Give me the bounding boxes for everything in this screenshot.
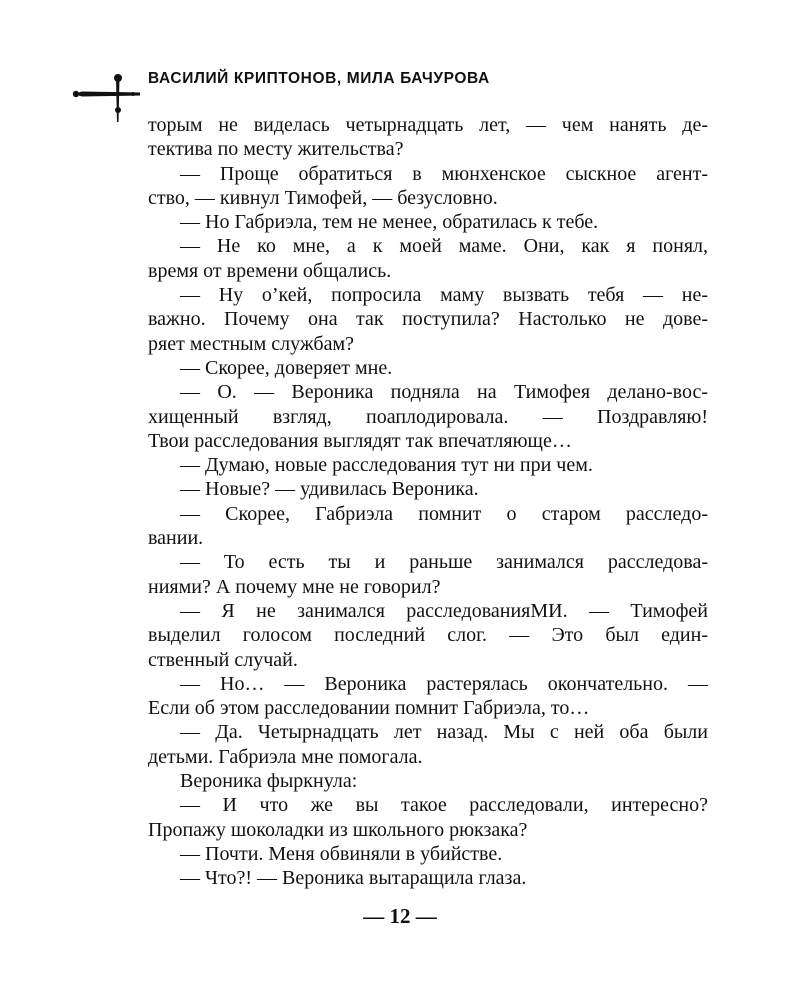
text-line: — Да. Четырнадцать лет назад. Мы с ней оба были: [180, 721, 708, 744]
text-line: — Что?! — Вероника вытаращила глаза.: [180, 867, 527, 890]
text-line: детьми. Габриэла мне помогала.: [148, 745, 423, 768]
text-line: время от времени общались.: [148, 259, 392, 282]
text-line: хищенный взгляд, поаплодировала. — Поздравляю!: [148, 405, 708, 428]
text-line: — Новые? — удивилась Вероника.: [180, 478, 479, 501]
text-line: — Я не занимался расследованияМИ. — Тимофей: [180, 599, 708, 622]
text-line: — Но Габриэла, тем не менее, обратилась к тебе.: [180, 211, 599, 234]
text-line: вании.: [148, 527, 204, 550]
text-line: Если об этом расследовании помнит Габриэла, то…: [148, 697, 590, 720]
text-line: — Думаю, новые расследования тут ни при чем.: [180, 454, 593, 477]
text-line: ственный случай.: [148, 648, 298, 671]
text-line: — Скорее, Габриэла помнит о старом расследо-: [180, 502, 708, 525]
header-cross-ornament: [0, 0, 800, 130]
text-line: — Не ко мне, а к моей маме. Они, как я понял,: [180, 235, 708, 258]
text-line: торым не виделась четырнадцать лет, — чем нанять де-: [148, 114, 708, 136]
text-line: ряет местным службам?: [148, 332, 354, 355]
text-line: важно. Почему она так поступила? Настолько не дове-: [148, 308, 708, 331]
text-line: Пропажу шоколадки из школьного рюкзака?: [148, 818, 528, 841]
text-line: — Но… — Вероника растерялась окончательно. —: [180, 672, 708, 695]
text-line: — О. — Вероника подняла на Тимофея делано-вос-: [180, 381, 708, 404]
text-line: — Почти. Меня обвиняли в убийстве.: [180, 842, 503, 865]
text-line: выделил голосом последний слог. — Это был един-: [148, 624, 708, 647]
page-number: — 12 —: [363, 904, 437, 928]
text-line: тектива по месту жительства?: [148, 138, 404, 161]
text-line: — Ну о’кей, попросила маму вызвать тебя — не-: [180, 284, 708, 307]
book-text: [148, 113, 708, 891]
text-line: — И что же вы такое расследовали, интересно?: [180, 794, 708, 817]
text-line: Твои расследования выглядят так впечатляюще…: [148, 429, 572, 452]
text-line: — То есть ты и раньше занимался расследова-: [180, 551, 708, 574]
text-line: ство, — кивнул Тимофей, — безусловно.: [148, 186, 498, 209]
text-line: — Скорее, доверяет мне.: [180, 356, 393, 379]
text-line: Вероника фыркнула:: [180, 770, 358, 793]
running-head: ВАСИЛИЙ КРИПТОНОВ, МИЛА БАЧУРОВА: [148, 70, 490, 87]
text-line: — Проще обратиться в мюнхенское сыскное агент-: [180, 162, 708, 185]
text-line: ниями? А почему мне не говорил?: [148, 575, 441, 598]
